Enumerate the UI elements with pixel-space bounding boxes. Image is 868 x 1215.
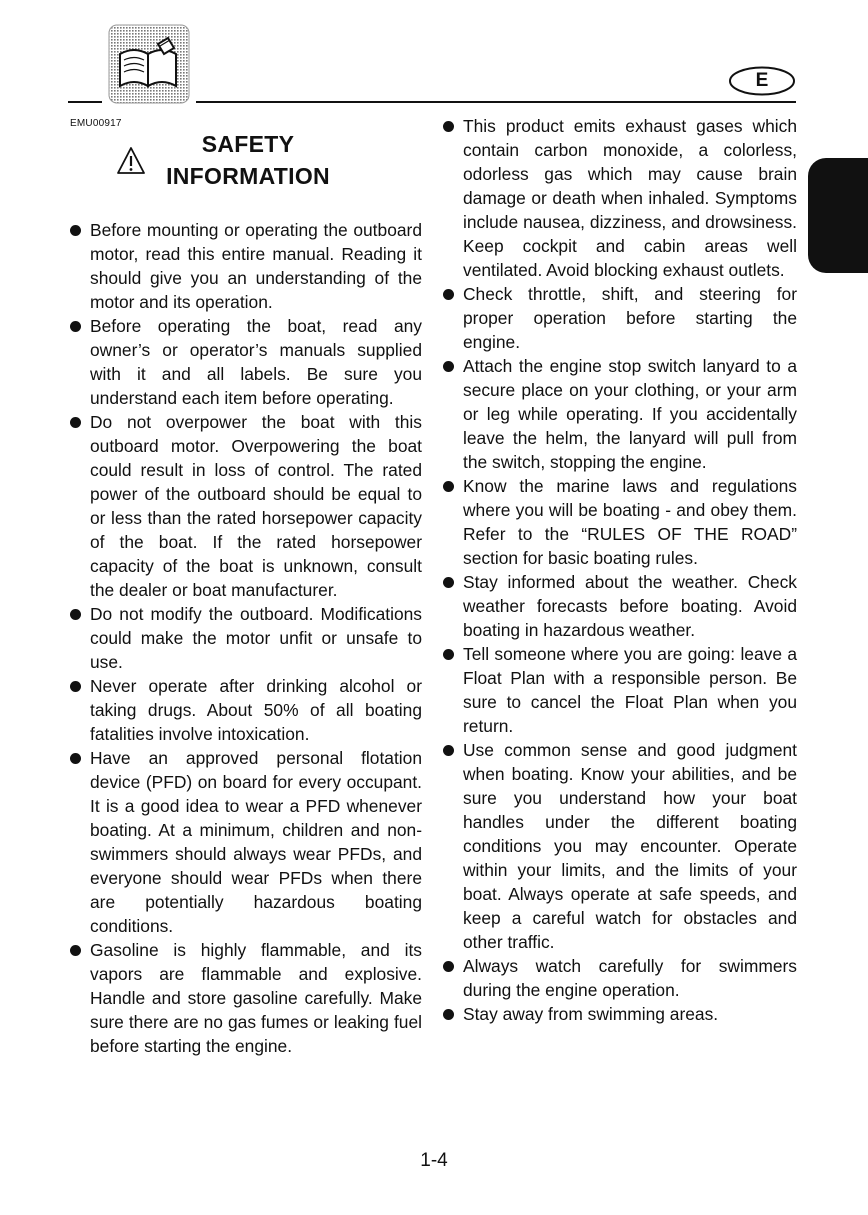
list-item-text: Never operate after drinking alcohol or taking drugs. About 50% of all boating fatalities involve intoxication. — [90, 676, 422, 744]
list-item — [68, 746, 422, 938]
warning-triangle-icon — [116, 146, 146, 176]
right-column-list — [441, 114, 797, 1026]
bullet-icon — [70, 321, 81, 332]
bullet-icon — [70, 681, 81, 692]
list-item-text: Stay away from swimming areas. — [463, 1004, 719, 1024]
list-item — [441, 114, 797, 282]
bullet-icon — [443, 649, 454, 660]
bullet-icon — [70, 417, 81, 428]
list-item — [441, 642, 797, 738]
bullet-icon — [443, 577, 454, 588]
bullet-icon — [70, 945, 81, 956]
list-item-text: Gasoline is highly flammable, and its vapors are flammable and explosive. Handle and store gasoline carefully. Make sure there are no gas fumes or leaking fuel before starting the engine. — [90, 940, 422, 1056]
list-item-text: Do not modify the outboard. Modifications could make the motor unfit or unsafe to use. — [90, 604, 422, 672]
bullet-icon — [70, 609, 81, 620]
chapter-tab-marker — [808, 158, 868, 273]
list-item — [441, 474, 797, 570]
list-item-text: Before operating the boat, read any owner’s or operator’s manuals supplied with it and all labels. Be sure you understand each item before operating. — [90, 316, 422, 408]
list-item — [441, 1002, 797, 1026]
list-item-text: Know the marine laws and regulations where you will be boating - and obey them. Refer to the “RULES OF THE ROAD” section for basic boating rules. — [463, 476, 797, 568]
list-item — [68, 674, 422, 746]
list-item — [441, 354, 797, 474]
list-item — [68, 218, 422, 314]
list-item — [441, 570, 797, 642]
bullet-icon — [70, 753, 81, 764]
language-badge-label: E — [755, 70, 769, 91]
list-item — [68, 602, 422, 674]
bullet-icon — [443, 1009, 454, 1020]
list-item-text: Have an approved personal flotation device (PFD) on board for every occupant. It is a good idea to wear a PFD whenever boating. At a minimum, children and non-swimmers should always wear PFDs, and everyone should wear PFDs when there are potentially hazardous boating conditions. — [90, 748, 422, 936]
list-item-text: Do not overpower the boat with this outboard motor. Overpowering the boat could result in loss of control. The rated power of the outboard should be equal to or less than the rated horsepower capacity of the boat. If the rated horsepower capacity of the boat is unknown, consult the dealer or boat manufacturer. — [90, 412, 422, 600]
section-title-line2: INFORMATION — [166, 163, 330, 189]
page-number: 1-4 — [420, 1150, 448, 1171]
list-item — [68, 314, 422, 410]
language-badge — [728, 66, 796, 96]
section-title — [160, 128, 336, 192]
list-item-text: Before mounting or operating the outboard motor, read this entire manual. Reading it should give you an understanding of the motor and its operation. — [90, 220, 422, 312]
bullet-icon — [443, 361, 454, 372]
list-item — [68, 938, 422, 1058]
bullet-icon — [443, 121, 454, 132]
left-column-list — [68, 218, 422, 1058]
bullet-icon — [443, 289, 454, 300]
section-title-line1: SAFETY — [201, 131, 295, 157]
header-rule-right — [196, 101, 796, 103]
list-item — [441, 738, 797, 954]
bullet-icon — [443, 961, 454, 972]
list-item — [441, 954, 797, 1002]
list-item-text: Check throttle, shift, and steering for proper operation before starting the engine. — [463, 284, 797, 352]
list-item — [441, 282, 797, 354]
list-item-text: Always watch carefully for swimmers during the engine operation. — [463, 956, 797, 1000]
list-item-text: Tell someone where you are going: leave a Float Plan with a responsible person. Be sure to cancel the Float Plan when you return. — [463, 644, 797, 736]
manual-book-icon — [108, 24, 190, 104]
list-item-text: This product emits exhaust gases which contain carbon monoxide, a colorless, odorless gas which may cause brain damage or death when inhaled. Symptoms include nausea, dizziness, and drowsiness. Keep cockpit and cabin areas well ventilated. Avoid blocking exhaust outlets. — [463, 116, 797, 280]
list-item-text: Use common sense and good judgment when boating. Know your abilities, and be sure you understand how your boat handles under the different boating conditions you may encounter. Operate within your limits, and the limits of your boat. Always operate at safe speeds, and keep a careful watch for obstacles and other traffic. — [463, 740, 797, 952]
bullet-icon — [443, 481, 454, 492]
list-item-text: Attach the engine stop switch lanyard to a secure place on your clothing, or your arm or leg while operating. If you accidentally leave the helm, the lanyard will pull from the switch, stopping the engine. — [463, 356, 797, 472]
header-rule-left — [68, 101, 102, 103]
bullet-icon — [70, 225, 81, 236]
list-item-text: Stay informed about the weather. Check weather forecasts before boating. Avoid boating in hazardous weather. — [463, 572, 797, 640]
list-item — [68, 410, 422, 602]
bullet-icon — [443, 745, 454, 756]
document-code: EMU00917 — [70, 118, 122, 129]
